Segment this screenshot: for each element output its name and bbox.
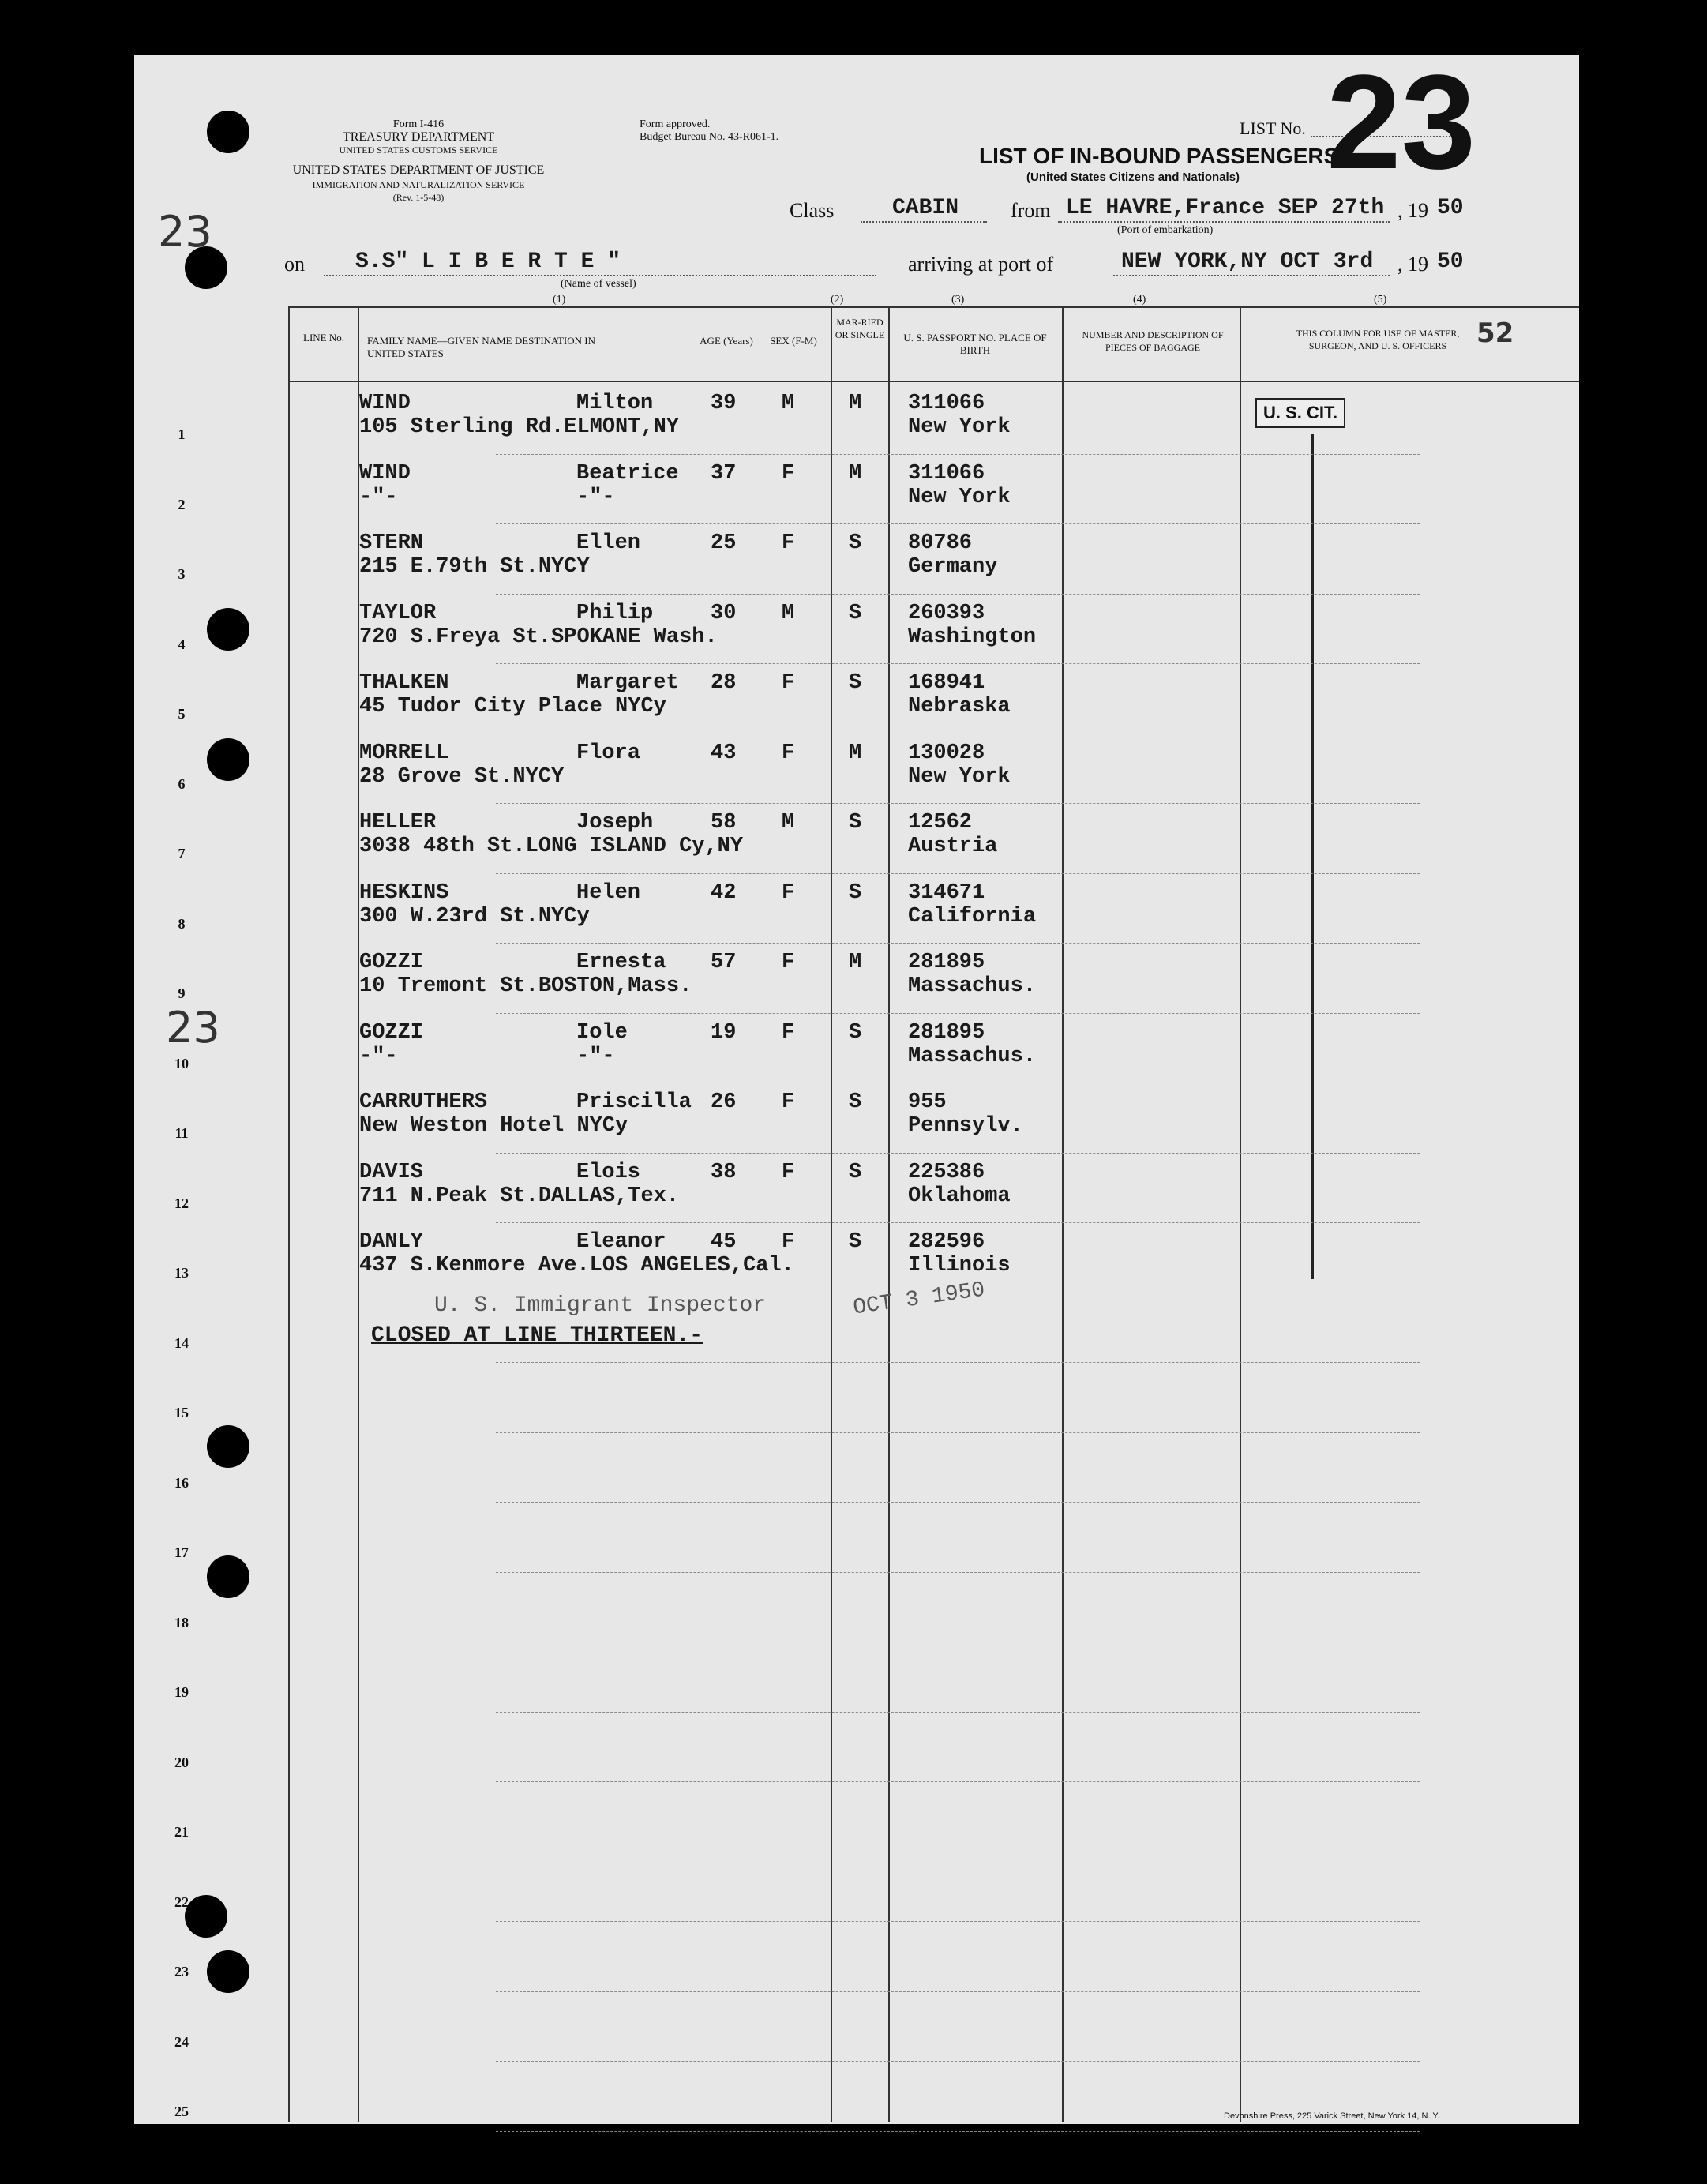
- row-divider: [496, 663, 1420, 664]
- line-number: 18: [174, 1614, 189, 1630]
- customs-label: UNITED STATES CUSTOMS SERVICE: [339, 144, 498, 156]
- given-name: Philip: [576, 601, 654, 625]
- ins-label: IMMIGRATION AND NATURALIZATION SERVICE: [312, 179, 525, 190]
- row-divider: [496, 1712, 1420, 1713]
- printer-imprint: Devonshire Press, 225 Varick Street, New York 14, N. Y.: [1224, 2111, 1440, 2121]
- destination: New Weston Hotel NYCy: [359, 1114, 628, 1138]
- header-name: FAMILY NAME—GIVEN NAME DESTINATION IN UNITED STATES: [367, 335, 596, 359]
- list-title: LIST OF IN-BOUND PASSENGERS: [979, 144, 1339, 168]
- given-name: Beatrice: [576, 461, 679, 486]
- line-number: 22: [174, 1893, 189, 1910]
- row-divider: [496, 594, 1420, 595]
- on-label: on: [284, 253, 305, 276]
- destination: 28 Grove St.NYCY: [359, 764, 565, 789]
- row-divider: [496, 1432, 1420, 1433]
- place-of-birth: Oklahoma: [908, 1184, 1011, 1208]
- passport-number: 311066: [908, 461, 985, 486]
- destination: 437 S.Kenmore Ave.LOS ANGELES,Cal.: [359, 1254, 794, 1278]
- passport-baggage-border: [1062, 306, 1064, 2122]
- row-divider: [496, 1502, 1420, 1503]
- passport-number: 260393: [908, 601, 985, 625]
- destination: 105 Sterling Rd.ELMONT,NY: [359, 415, 680, 439]
- manifest-page: [134, 47, 1579, 2124]
- passport-number: 225386: [908, 1160, 985, 1184]
- row-divider: [496, 1153, 1420, 1154]
- binder-hole: [207, 1950, 249, 1993]
- line-number: 3: [178, 566, 186, 582]
- line-col-border: [358, 306, 359, 2122]
- col-num-5: (5): [1374, 294, 1387, 306]
- marital-status: S: [849, 531, 862, 555]
- row-divider: [496, 873, 1420, 874]
- table-top-border: [288, 306, 1579, 308]
- list-number: 23: [1326, 47, 1476, 197]
- vessel-underline: [324, 275, 876, 276]
- line-number: 14: [174, 1334, 189, 1351]
- row-divider: [496, 1921, 1420, 1922]
- row-divider: [496, 1013, 1420, 1014]
- family-name: THALKEN: [359, 671, 449, 695]
- family-name: HESKINS: [359, 880, 449, 905]
- destination: 45 Tudor City Place NYCy: [359, 695, 666, 719]
- col-num-4: (4): [1133, 294, 1146, 306]
- place-of-birth: Massachus.: [908, 1044, 1037, 1068]
- form-approved: Form approved.: [640, 118, 711, 130]
- line-number: 24: [174, 2033, 189, 2050]
- destination: 215 E.79th St.NYCY: [359, 555, 590, 579]
- place-of-birth: Illinois: [908, 1254, 1011, 1278]
- sex-value: F: [782, 1090, 795, 1114]
- inspection-date-stamp: OCT 3 1950: [851, 1278, 987, 1321]
- binder-hole: [207, 1555, 249, 1598]
- margin-mark-top: 23: [158, 207, 212, 257]
- marital-status: S: [849, 601, 862, 625]
- given-name: Elois: [576, 1160, 641, 1184]
- given-name: Eleanor: [576, 1230, 666, 1254]
- margin-mark-middle: 23: [166, 1003, 220, 1053]
- from-year-prefix: , 19: [1397, 199, 1428, 222]
- header-married: MAR-RIED OR SINGLE: [835, 317, 885, 340]
- justice-label: UNITED STATES DEPARTMENT OF JUSTICE: [292, 163, 545, 177]
- class-label: Class: [790, 199, 835, 222]
- family-name: HELLER: [359, 811, 437, 835]
- passport-number: 282596: [908, 1230, 985, 1254]
- header-baggage: NUMBER AND DESCRIPTION OF PIECES OF BAGGAGE: [1082, 329, 1224, 353]
- row-divider: [496, 454, 1420, 455]
- marital-status: S: [849, 1020, 862, 1045]
- list-no-label: LIST No.: [1240, 118, 1306, 138]
- line-number: 13: [174, 1265, 189, 1281]
- line-number: 19: [174, 1684, 189, 1700]
- line-number: 23: [174, 1964, 189, 1979]
- place-of-birth: California: [908, 904, 1037, 929]
- from-label: from: [1011, 199, 1051, 222]
- line-number: 17: [174, 1544, 189, 1560]
- officers-column-number: 52: [1476, 317, 1514, 349]
- marital-status: M: [849, 392, 862, 415]
- place-of-birth: New York: [908, 764, 1011, 789]
- sex-value: F: [782, 461, 795, 486]
- age-value: 25: [711, 531, 737, 555]
- sex-value: M: [782, 811, 795, 835]
- binder-hole: [207, 111, 249, 153]
- family-name: DANLY: [359, 1230, 424, 1254]
- place-of-birth: New York: [908, 485, 1011, 509]
- row-divider: [496, 1572, 1420, 1573]
- col-num-1: (1): [553, 294, 566, 306]
- given-name: Ellen: [576, 531, 641, 555]
- form-number: Form I-416: [392, 118, 445, 130]
- row-divider: [496, 1362, 1420, 1363]
- passport-number: 311066: [908, 392, 985, 415]
- closed-notice: CLOSED AT LINE THIRTEEN.-: [371, 1323, 703, 1348]
- sex-value: F: [782, 741, 795, 765]
- line-number: 9: [178, 985, 186, 1001]
- given-name: Flora: [576, 741, 641, 765]
- line-number: 12: [174, 1195, 189, 1211]
- marital-status: M: [849, 741, 862, 765]
- line-number: 20: [174, 1754, 189, 1770]
- arriving-label: arriving at port of: [908, 253, 1054, 276]
- destination: 711 N.Peak St.DALLAS,Tex.: [359, 1184, 680, 1208]
- line-number: 11: [174, 1125, 189, 1141]
- family-name: WIND: [359, 392, 411, 415]
- binder-hole: [207, 1425, 249, 1468]
- given-name: Helen: [576, 880, 641, 905]
- line-number: 1: [178, 426, 186, 442]
- destination-ditto: -"-: [576, 485, 615, 509]
- place-of-birth: Pennsylv.: [908, 1114, 1023, 1138]
- passport-number: 955: [908, 1090, 947, 1114]
- row-divider: [496, 943, 1420, 944]
- arrive-year: 50: [1437, 250, 1464, 274]
- row-divider: [496, 523, 1420, 524]
- age-value: 43: [711, 741, 737, 765]
- given-name: Iole: [576, 1020, 628, 1045]
- destination: 10 Tremont St.BOSTON,Mass.: [359, 974, 692, 998]
- family-name: CARRUTHERS: [359, 1090, 488, 1114]
- us-cit-stamp: U. S. CIT.: [1255, 398, 1345, 428]
- class-value: CABIN: [892, 196, 959, 220]
- age-value: 42: [711, 880, 737, 905]
- sex-value: F: [782, 1160, 795, 1184]
- marital-status: S: [849, 1230, 862, 1254]
- line-number: 16: [174, 1474, 189, 1491]
- line-number: 8: [178, 915, 186, 932]
- arriving-underline: [1113, 275, 1390, 276]
- line-number: 15: [174, 1405, 189, 1420]
- header-officers: THIS COLUMN FOR USE OF MASTER, SURGEON, AND U. S. OFFICERS: [1296, 328, 1460, 351]
- from-underline: [1058, 221, 1390, 223]
- destination: -"-: [359, 1044, 398, 1068]
- place-of-birth: Austria: [908, 835, 998, 858]
- marital-status: S: [849, 811, 862, 835]
- marital-status: S: [849, 671, 862, 695]
- age-value: 57: [711, 951, 737, 974]
- col-num-3: (3): [951, 294, 965, 306]
- from-value: LE HAVRE,France SEP 27th: [1066, 196, 1385, 220]
- age-value: 30: [711, 601, 737, 625]
- arrive-year-prefix: , 19: [1397, 253, 1428, 276]
- table-left-border: [288, 306, 290, 2122]
- line-number: 2: [178, 496, 186, 512]
- row-divider: [496, 2061, 1420, 2062]
- passport-number: 168941: [908, 671, 985, 695]
- list-subtitle: (United States Citizens and Nationals): [1026, 171, 1240, 184]
- destination: 3038 48th St.LONG ISLAND Cy,NY: [359, 835, 744, 858]
- age-value: 58: [711, 811, 737, 835]
- age-value: 39: [711, 392, 737, 415]
- revision-label: (Rev. 1-5-48): [392, 192, 445, 203]
- row-divider: [496, 803, 1420, 804]
- place-of-birth: Nebraska: [908, 695, 1011, 719]
- age-value: 26: [711, 1090, 737, 1114]
- destination-ditto: -"-: [576, 1044, 615, 1068]
- sex-value: M: [782, 601, 795, 625]
- row-divider: [496, 2131, 1420, 2132]
- row-divider: [496, 1781, 1420, 1782]
- given-name: Milton: [576, 392, 654, 415]
- binder-hole: [185, 1895, 227, 1938]
- table-header-border: [288, 381, 1579, 382]
- sex-value: F: [782, 951, 795, 974]
- line-number: 5: [178, 706, 186, 722]
- passport-number: 281895: [908, 951, 985, 974]
- passport-number: 314671: [908, 880, 985, 905]
- marital-status: S: [849, 1160, 862, 1184]
- destination: 720 S.Freya St.SPOKANE Wash.: [359, 625, 718, 649]
- place-of-birth: Washington: [908, 625, 1037, 649]
- age-value: 28: [711, 671, 737, 695]
- passport-number: 130028: [908, 741, 985, 765]
- vessel-name: S.S" L I B E R T E ": [355, 250, 621, 274]
- marital-status: S: [849, 1090, 862, 1114]
- age-value: 19: [711, 1020, 737, 1045]
- passport-number: 281895: [908, 1020, 985, 1045]
- header-passport: U. S. PASSPORT NO. PLACE OF BIRTH: [903, 332, 1047, 356]
- budget-bureau: Budget Bureau No. 43-R061-1.: [640, 131, 779, 143]
- header-age: AGE (Years): [700, 335, 753, 347]
- family-name: GOZZI: [359, 1020, 424, 1045]
- vessel-caption: (Name of vessel): [561, 278, 636, 290]
- marital-status: S: [849, 880, 862, 905]
- sex-value: F: [782, 880, 795, 905]
- place-of-birth: Massachus.: [908, 974, 1037, 998]
- sex-value: F: [782, 1020, 795, 1045]
- given-name: Priscilla: [576, 1090, 692, 1114]
- marital-status: M: [849, 461, 862, 486]
- passport-number: 12562: [908, 811, 973, 835]
- line-number: 10: [174, 1055, 189, 1071]
- class-underline: [861, 221, 987, 223]
- arriving-port: NEW YORK,NY OCT 3rd: [1121, 250, 1374, 274]
- row-divider: [496, 1222, 1420, 1223]
- sex-married-border: [831, 306, 832, 2122]
- marital-status: M: [849, 951, 862, 974]
- place-of-birth: New York: [908, 415, 1011, 439]
- family-name: MORRELL: [359, 741, 449, 765]
- family-name: GOZZI: [359, 951, 424, 974]
- line-number: 4: [178, 636, 186, 652]
- place-of-birth: Germany: [908, 555, 998, 579]
- binder-hole: [207, 608, 249, 651]
- inspector-stamp: U. S. Immigrant Inspector: [434, 1293, 767, 1318]
- header-sex: SEX (F-M): [770, 335, 817, 347]
- passport-number: 80786: [908, 531, 973, 555]
- age-value: 45: [711, 1230, 737, 1254]
- port-embarkation-caption: (Port of embarkation): [1117, 224, 1214, 236]
- destination: -"-: [359, 485, 398, 509]
- age-value: 38: [711, 1160, 737, 1184]
- given-name: Joseph: [576, 811, 654, 835]
- row-divider: [496, 1991, 1420, 1992]
- married-passport-border: [888, 306, 890, 2122]
- age-value: 37: [711, 461, 737, 486]
- sex-value: F: [782, 671, 795, 695]
- line-number: 6: [178, 775, 186, 792]
- given-name: Ernesta: [576, 951, 666, 974]
- from-year: 50: [1437, 196, 1464, 220]
- family-name: DAVIS: [359, 1160, 424, 1184]
- line-number: 7: [178, 846, 186, 861]
- family-name: TAYLOR: [359, 601, 437, 625]
- line-number: 21: [174, 1824, 189, 1840]
- baggage-officers-border: [1240, 306, 1241, 2122]
- binder-hole: [207, 738, 249, 781]
- destination: 300 W.23rd St.NYCy: [359, 904, 590, 929]
- family-name: WIND: [359, 461, 411, 486]
- family-name: STERN: [359, 531, 424, 555]
- line-number: 25: [174, 2103, 189, 2119]
- treasury-label: TREASURY DEPARTMENT: [342, 130, 495, 144]
- sex-value: F: [782, 1230, 795, 1254]
- sex-value: M: [782, 392, 795, 415]
- col-num-2: (2): [831, 294, 844, 306]
- sex-value: F: [782, 531, 795, 555]
- header-line-no: LINE No.: [303, 332, 344, 343]
- given-name: Margaret: [576, 671, 679, 695]
